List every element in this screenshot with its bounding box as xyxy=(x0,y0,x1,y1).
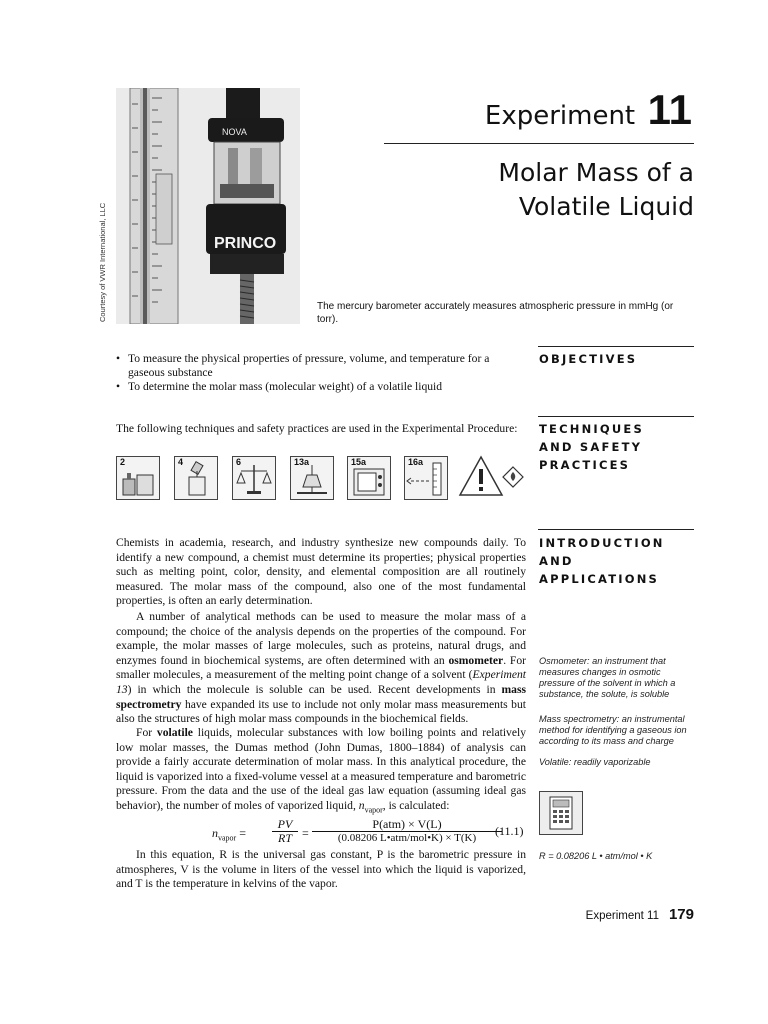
technique-number: 4 xyxy=(178,457,184,467)
barometer-brand-text: PRINCO xyxy=(214,235,277,252)
paragraph-2 xyxy=(116,610,526,727)
thermometer-reading-icon xyxy=(404,456,448,500)
experiment-heading xyxy=(400,86,692,134)
techniques-heading-line3: PRACTICES xyxy=(539,458,631,472)
intro-rule xyxy=(538,529,694,530)
barometer-badge-text: NOVA xyxy=(222,127,247,137)
technique-number: 2 xyxy=(120,457,126,467)
equation-number: (11.1) xyxy=(495,824,524,838)
heating-apparatus-icon xyxy=(290,456,334,500)
paragraph-4: In this equation, R is the universal gas constant, P is the barometric pressure in atmospheres, V is the volume in liters of the vessel into which the liquid is vaporized, and T is the temperature in kelvins of the vapor. xyxy=(116,848,526,891)
experiment-ref: Experiment 13 xyxy=(116,668,526,696)
technique-number: 13a xyxy=(294,457,310,467)
equation-frac2 xyxy=(312,818,502,845)
balance-icon xyxy=(232,456,276,500)
eq-n-sub: vapor xyxy=(218,833,237,843)
p2-text-b: . For smaller molecules, a measurement of the melting point change of a solvent ( xyxy=(116,653,526,682)
p2-text-a: A number of analytical methods can be used to measure the molar mass of a compound; the choice of the analysis depends on the properties of the compound. For example, the molar masses of large molecules, such as proteins, natural drugs, and enzymes found in biochemical systems, are often determined with an xyxy=(116,610,526,667)
page-number: 179 xyxy=(668,906,694,923)
technique-number: 16a xyxy=(408,457,424,467)
photo-caption: The mercury barometer accurately measures atmospheric pressure in mmHg (or torr). xyxy=(317,301,674,325)
page-title-line1: Molar Mass of a xyxy=(498,158,694,187)
footer-label: Experiment 11 xyxy=(585,910,659,922)
photo-credit: Courtesy of VWR International, LLC xyxy=(98,202,107,322)
pouring-liquid-icon xyxy=(174,456,218,500)
technique-number: 15a xyxy=(351,457,367,467)
techniques-heading-line2: AND SAFETY xyxy=(539,440,643,454)
equation-frac1 xyxy=(272,818,298,845)
barometer-photo xyxy=(116,88,300,324)
note-volatile: Volatile: readily vaporizable xyxy=(539,757,651,767)
techniques-heading xyxy=(539,420,644,474)
objectives-rule xyxy=(538,346,694,347)
techniques-rule xyxy=(538,416,694,417)
intro-heading xyxy=(539,534,665,588)
eq-n: n xyxy=(212,826,218,840)
safety-warning-icon xyxy=(458,454,504,498)
page-title xyxy=(400,156,694,224)
p2-text-c: ) in which the molecule is soluble can be used. Recent developments in xyxy=(127,682,502,696)
n-subscript: vapor xyxy=(364,805,383,815)
term-volatile: volatile xyxy=(156,726,193,739)
intro-heading-line2: AND xyxy=(539,554,574,568)
frac2-numerator: P(atm) × V(L) xyxy=(312,818,502,832)
note-gas-constant: R = 0.08206 L • atm/mol • K xyxy=(539,851,653,861)
paragraph-3 xyxy=(116,726,526,818)
experiment-label: Experiment xyxy=(484,101,636,131)
term-mass-spectrometry: mass spectrometry xyxy=(116,682,526,711)
term-osmometer: osmometer xyxy=(448,653,504,667)
techniques-intro: The following techniques and safety practices are used in the Experimental Procedure: xyxy=(116,422,518,435)
technique-number: 6 xyxy=(236,457,242,467)
paragraph-1: Chemists in academia, research, and industry synthesize new compounds daily. To identify a new compound, a chemist must determine its properties; physical properties such as melting point, color, density, and elemental composition are all routinely measured. The molar mass of the compound, also one of the most fundamental properties, is often an early determination. xyxy=(116,536,526,608)
objectives-list xyxy=(114,352,528,394)
equation-lhs: $n_{vapor}$ = xyxy=(212,826,246,843)
oven-icon xyxy=(347,456,391,500)
equation-eq2: = xyxy=(302,826,309,840)
calculator-icon xyxy=(539,791,583,835)
frac1-numerator: PV xyxy=(272,818,298,832)
techniques-heading-line1: TECHNIQUES xyxy=(539,422,644,436)
experiment-number: 11 xyxy=(647,86,692,133)
reagent-bottles-icon xyxy=(116,456,160,500)
n-symbol: n xyxy=(358,798,365,812)
p3-text-b: liquids, molecular substances with low boiling points and relatively low molar masses, the Dumas method (John Dumas, 1800–1884) of analysis can provide a fairly accurate determination of molar mass. In this analytical procedure, the liquid is vaporized into a fixed-volume vessel at a measured temperature and barometric pressure. From the data and the use of the ideal gas law equation (assuming ideal gas behavior), the number of moles of vaporized liquid, xyxy=(116,726,527,812)
intro-heading-line3: APPLICATIONS xyxy=(539,572,660,586)
equation-11-1 xyxy=(212,818,532,852)
objectives-heading: OBJECTIVES xyxy=(539,352,638,366)
flammable-icon xyxy=(502,466,524,488)
title-rule xyxy=(384,143,694,144)
frac1-denominator: RT xyxy=(277,831,292,845)
p2-text-d: have expanded its use to include not only molar mass measurements but also the structures of high molar mass compounds in the biochemical fields. xyxy=(116,697,526,726)
page-footer xyxy=(520,906,694,924)
note-mass-spectrometry: Mass spectrometry: an instrumental method for identifying a gaseous ion according to its mass and charge xyxy=(539,714,687,746)
note-osmometer: Osmometer: an instrument that measures changes in osmotic pressure of the solvent in which a substance, the solute, is soluble xyxy=(539,656,676,699)
intro-heading-line1: INTRODUCTION xyxy=(539,536,665,550)
p3-text-c: , is calculated: xyxy=(382,798,450,812)
frac2-denominator: (0.08206 L•atm/mol•K) × T(K) xyxy=(337,832,477,844)
objective-item: • To measure the physical properties of pressure, volume, and temperature for a gaseous substance xyxy=(114,352,528,380)
page-title-line2: Volatile Liquid xyxy=(518,192,694,221)
objective-item: • To determine the molar mass (molecular weight) of a volatile liquid xyxy=(114,380,528,394)
p3-text-a: For xyxy=(136,726,157,739)
